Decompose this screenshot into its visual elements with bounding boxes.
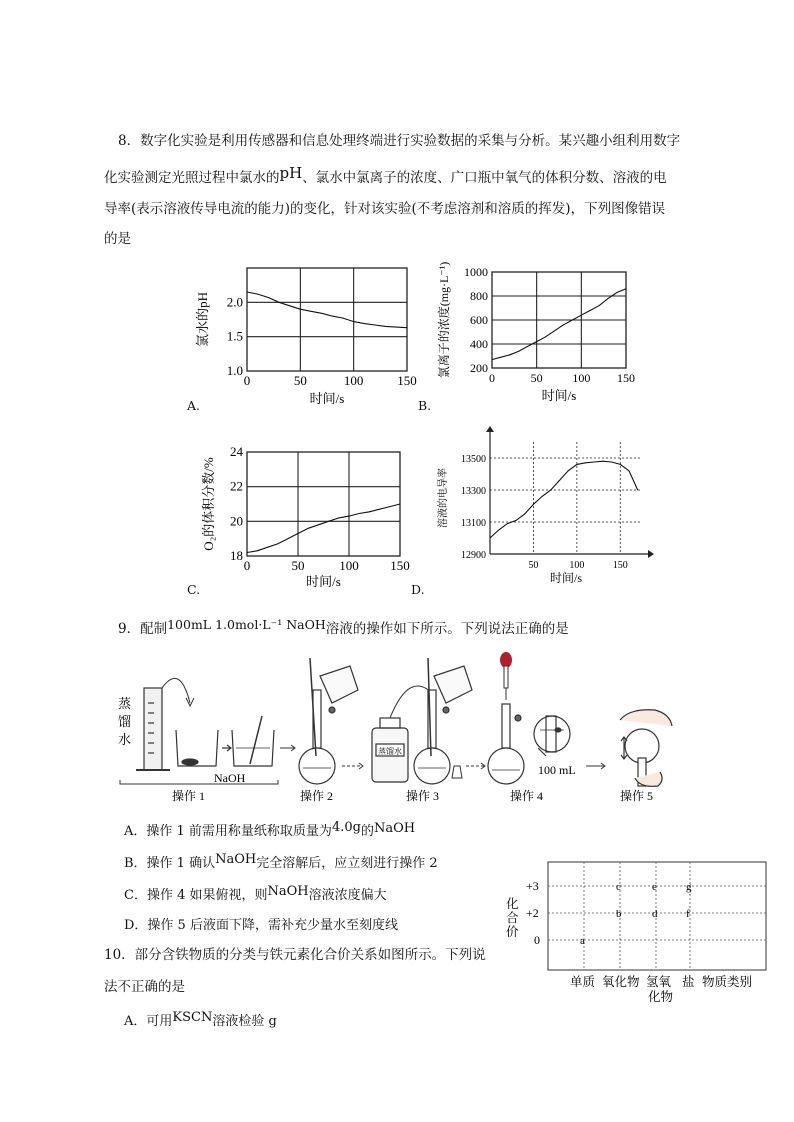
chart-a-point-6 [311, 311, 312, 312]
chart-b-xtick-1: 50 [530, 371, 543, 385]
op1-bracket [120, 780, 278, 784]
q9-option-c [124, 884, 387, 903]
chart-c-frame [247, 452, 400, 556]
chart-d-ytick-0: 12900 [461, 550, 486, 561]
q9-formula: 100mL 1.0mol·L⁻¹ NaOH [167, 617, 326, 632]
chart-d-point-7 [550, 490, 551, 491]
chart-c-point-6 [308, 528, 309, 529]
chart-b-xtick-0: 0 [489, 371, 495, 385]
q10-ylabel-3: 价 [506, 925, 519, 939]
chart-d-point-9 [568, 470, 569, 471]
bottle-label: 蒸馏水 [378, 747, 402, 756]
chart-c-point-4 [287, 538, 288, 539]
chart-a-xtick-1: 50 [293, 373, 307, 388]
chart-b-point-14 [617, 292, 618, 293]
q10-ylabel-2: 合 [506, 911, 519, 925]
q10-a-text-1: A．可用 [124, 1014, 173, 1029]
chart-b-point-15 [626, 288, 627, 289]
q10-valence-diagram [500, 858, 790, 1008]
q10-point-f: f [686, 908, 690, 920]
chart-c-xtick-0: 0 [243, 558, 251, 573]
chart-d-point-14 [611, 462, 612, 463]
q10-cat-3: 氢氧 [646, 975, 672, 989]
chart-c-ytick-1: 20 [230, 513, 243, 529]
stopper-icon [452, 766, 462, 778]
q9-text-a: 9．配制 [118, 621, 168, 637]
q8-line-2 [104, 164, 667, 187]
q10-point-e: e [652, 881, 657, 893]
q9-a-text-1: A．操作 1 前需用称量纸称取质量为 [124, 824, 332, 839]
chart-d-xtick-1: 100 [569, 560, 585, 571]
chart-d-y-arrow [486, 426, 494, 432]
q9-a-text-2: 的 [360, 824, 374, 839]
chart-a-point-3 [279, 302, 280, 303]
chart-a-xtick-3: 150 [397, 373, 417, 388]
chart-a-xtick-2: 100 [343, 373, 364, 388]
chart-d-ylabel: 溶液的电导率 [438, 468, 449, 528]
q10-point-g: g [686, 881, 692, 893]
chart-d [432, 422, 657, 592]
q8-line-4: 的是 [104, 231, 131, 247]
chart-c-xtick-3: 150 [390, 558, 410, 573]
q9-b-text-2: 完全溶解后，应立刻进行操作 2 [256, 856, 438, 871]
chart-a-point-9 [343, 318, 344, 319]
chart-a-ytick-0: 1.0 [226, 363, 243, 378]
chart-d-ytick-1: 13100 [461, 518, 486, 529]
flask-op3 [414, 658, 472, 784]
chart-c-point-10 [349, 516, 350, 517]
svg-text:蒸: 蒸 [118, 696, 132, 711]
chart-c-point-11 [359, 513, 360, 514]
chart-b-point-8 [563, 324, 564, 325]
chart-c-xtick-1: 50 [291, 558, 305, 573]
q9-text-b: 溶液的操作如下所示。下列说法正确的是 [325, 621, 569, 637]
arrow-1 [280, 745, 295, 751]
chart-c-xlabel: 时间/s [306, 574, 341, 589]
q10-point-c: c [616, 881, 621, 893]
chart-b-point-4 [527, 346, 528, 347]
chart-d-point-2 [507, 523, 508, 524]
chart-b-point-2 [509, 354, 510, 355]
q10-tick-plus3: +3 [526, 879, 539, 893]
q10-cat-3-sub: 化物 [648, 990, 674, 1004]
chart-a-xtick-0: 0 [243, 373, 251, 388]
q10-option-a [124, 1010, 277, 1029]
chart-a-point-8 [332, 316, 333, 317]
q9-c-text-2: 溶液浓度偏大 [308, 888, 387, 903]
chart-a-point-0 [247, 292, 248, 293]
chart-a-point-1 [257, 294, 258, 295]
chart-b-point-9 [572, 320, 573, 321]
chart-c-point-12 [369, 511, 370, 512]
q9-option-d: D．操作 5 后液面下降，需补充少量水至刻度线 [124, 918, 398, 933]
op3-label: 操作 3 [406, 789, 440, 803]
chart-d-label: D. [411, 582, 425, 597]
q9-c-text-1: C．操作 4 如果俯视，则 [124, 888, 268, 903]
chart-c-point-2 [267, 547, 268, 548]
chart-b-ytick-0: 200 [470, 361, 488, 375]
q9-water-label [118, 696, 131, 747]
chart-b-point-3 [518, 351, 519, 352]
chart-d-series-line [490, 461, 638, 538]
q9-b-text-1: B．操作 1 确认 [124, 856, 216, 871]
flask-op5 [620, 710, 672, 787]
chart-b-ytick-1: 400 [470, 337, 488, 351]
chart-c-ylabel: O₂的体积分数/% [201, 457, 216, 551]
beaker-with-rod [222, 716, 274, 766]
q9-a-mass: 4.0g [331, 820, 361, 835]
chart-d-point-0 [490, 538, 491, 539]
chart-c-point-5 [298, 533, 299, 534]
chart-b-label: B. [418, 398, 432, 413]
q10-cat-5: 物质类别 [702, 975, 753, 989]
chart-a-ytick-2: 2.0 [226, 294, 243, 310]
q10-ylabel-1: 化 [506, 897, 519, 911]
chart-c-point-15 [400, 504, 401, 505]
chart-c-ytick-2: 22 [230, 478, 243, 494]
chart-b [430, 262, 640, 412]
chart-b-series-line [492, 289, 626, 360]
chart-b-point-6 [545, 336, 546, 337]
chart-d-ytick-2: 13300 [461, 486, 486, 497]
chart-d-point-10 [576, 464, 577, 465]
chart-c-series-line [247, 504, 400, 553]
chart-a-point-13 [385, 326, 386, 327]
chart-b-point-13 [608, 298, 609, 299]
arrow-4 [586, 763, 605, 769]
chart-c-point-13 [379, 509, 380, 510]
chart-b-ytick-3: 800 [470, 289, 488, 303]
op5-label: 操作 5 [620, 789, 654, 803]
q9-stem [118, 617, 569, 638]
chart-d-point-8 [559, 480, 560, 481]
chart-d-xlabel: 时间/s [549, 571, 583, 585]
chart-c-point-1 [257, 550, 258, 551]
chart-b-point-1 [501, 357, 502, 358]
chart-d-point-15 [620, 464, 621, 465]
svg-text:水: 水 [118, 732, 132, 747]
q8-line-2a: 化实验测定光照过程中氯水的 [104, 170, 280, 186]
flask-op2 [299, 658, 358, 784]
chart-c-point-7 [318, 524, 319, 525]
q9-a-naoh: NaOH [373, 821, 416, 836]
chart-d-point-5 [533, 504, 534, 505]
q9-option-a [124, 820, 415, 839]
chart-d-point-4 [524, 514, 525, 515]
chart-a-ytick-1: 1.5 [226, 328, 243, 344]
chart-b-point-11 [590, 310, 591, 311]
q9-option-b [124, 852, 438, 871]
q8-line-2c: 、氯水中氯离子的浓度、广口瓶中氧气的体积分数、溶液的电 [302, 170, 667, 186]
chart-b-point-5 [536, 341, 537, 342]
op4-label: 操作 4 [510, 789, 544, 803]
op2-label: 操作 2 [300, 789, 334, 803]
chart-b-point-10 [581, 315, 582, 316]
chart-d-point-17 [637, 490, 638, 491]
chart-a-point-5 [300, 309, 301, 310]
q10-point-a: a [580, 935, 585, 947]
q10-line-1: 10．部分含铁物质的分类与铁元素化合价关系如图所示。下列说 [104, 947, 486, 963]
chart-a-xlabel: 时间/s [309, 391, 345, 406]
chart-b-point-7 [554, 330, 555, 331]
chart-a-point-4 [289, 305, 290, 306]
chart-b-ylabel: 氯离子的浓度(mg·L⁻¹) [437, 262, 451, 379]
q10-a-kscn: KSCN [172, 1010, 213, 1025]
beaker-with-naoh [176, 730, 218, 766]
q10-tick-plus2: +2 [526, 906, 539, 920]
chart-d-ytick-3: 13500 [461, 454, 486, 465]
chart-c-point-14 [389, 506, 390, 507]
chart-c-ytick-0: 18 [230, 548, 243, 563]
chart-a-series-line [247, 292, 407, 328]
chart-c-point-3 [277, 543, 278, 544]
op1-label: 操作 1 [172, 789, 206, 803]
chart-c-xtick-2: 100 [339, 558, 359, 573]
chart-a-point-7 [321, 313, 322, 314]
q9-apparatus-diagram [110, 648, 690, 808]
chart-d-point-13 [603, 461, 604, 462]
q10-point-b: b [616, 908, 622, 920]
chart-d-point-3 [516, 520, 517, 521]
graduated-cylinder [136, 678, 194, 770]
chart-a-point-10 [353, 321, 354, 322]
chart-a [185, 258, 420, 413]
chart-c-ytick-3: 24 [230, 444, 243, 459]
chart-b-ytick-2: 600 [470, 313, 488, 327]
chart-d-point-16 [629, 470, 630, 471]
chart-a-frame [247, 268, 407, 371]
chart-a-point-2 [268, 297, 269, 298]
q10-cat-4: 盐 [682, 975, 695, 989]
chart-a-label: A. [187, 398, 201, 413]
q10-line-2: 法不正确的是 [104, 979, 185, 995]
q9-c-naoh: NaOH [267, 884, 309, 899]
chart-d-point-1 [498, 530, 499, 531]
q10-point-d: d [652, 908, 658, 920]
chart-a-ylabel: 氯水的pH [195, 292, 210, 347]
chart-d-point-12 [594, 462, 595, 463]
q10-a-text-2: 溶液检验 g [212, 1014, 277, 1029]
q8-line-3: 导率(表示溶液传导电流的能力)的变化，针对该实验(不考虑溶剂和溶质的挥发)，下列图像错误 [104, 201, 666, 217]
chart-b-ytick-4: 1000 [464, 265, 488, 279]
chart-a-point-15 [407, 327, 408, 328]
chart-b-xlabel: 时间/s [541, 388, 577, 403]
q8-ph: pH [279, 164, 303, 182]
chart-b-point-12 [599, 305, 600, 306]
volume-label: 100 mL [538, 763, 576, 777]
q10-cat-2: 氧化物 [602, 975, 640, 989]
chart-b-point-0 [492, 359, 493, 360]
chart-d-point-6 [542, 496, 543, 497]
svg-text:馏: 馏 [118, 714, 132, 729]
chart-c-label: C. [187, 582, 201, 597]
chart-d-xtick-2: 150 [612, 560, 628, 571]
chart-c-point-9 [338, 517, 339, 518]
dropper [500, 652, 512, 700]
chart-b-xtick-2: 100 [572, 371, 591, 385]
chart-d-point-11 [585, 462, 586, 463]
chart-d-xtick-0: 50 [528, 560, 539, 571]
chart-d-x-arrow [648, 550, 654, 558]
chart-c [195, 440, 420, 600]
chart-c-point-8 [328, 521, 329, 522]
chart-a-point-11 [364, 323, 365, 324]
chart-a-point-14 [396, 327, 397, 328]
chart-c-point-0 [247, 552, 248, 553]
chart-b-xtick-3: 150 [617, 371, 635, 385]
chart-a-point-12 [375, 325, 376, 326]
q10-tick-0: 0 [534, 933, 540, 947]
q10-cat-1: 单质 [570, 975, 596, 989]
q9-b-naoh: NaOH [215, 852, 257, 867]
naoh-label: NaOH [214, 771, 246, 785]
q8-line-1: 8．数字化实验是利用传感器和信息处理终端进行实验数据的采集与分析。某兴趣小组利用数字 [118, 133, 681, 149]
arrow-2 [342, 763, 363, 769]
arrow-3 [466, 763, 485, 769]
